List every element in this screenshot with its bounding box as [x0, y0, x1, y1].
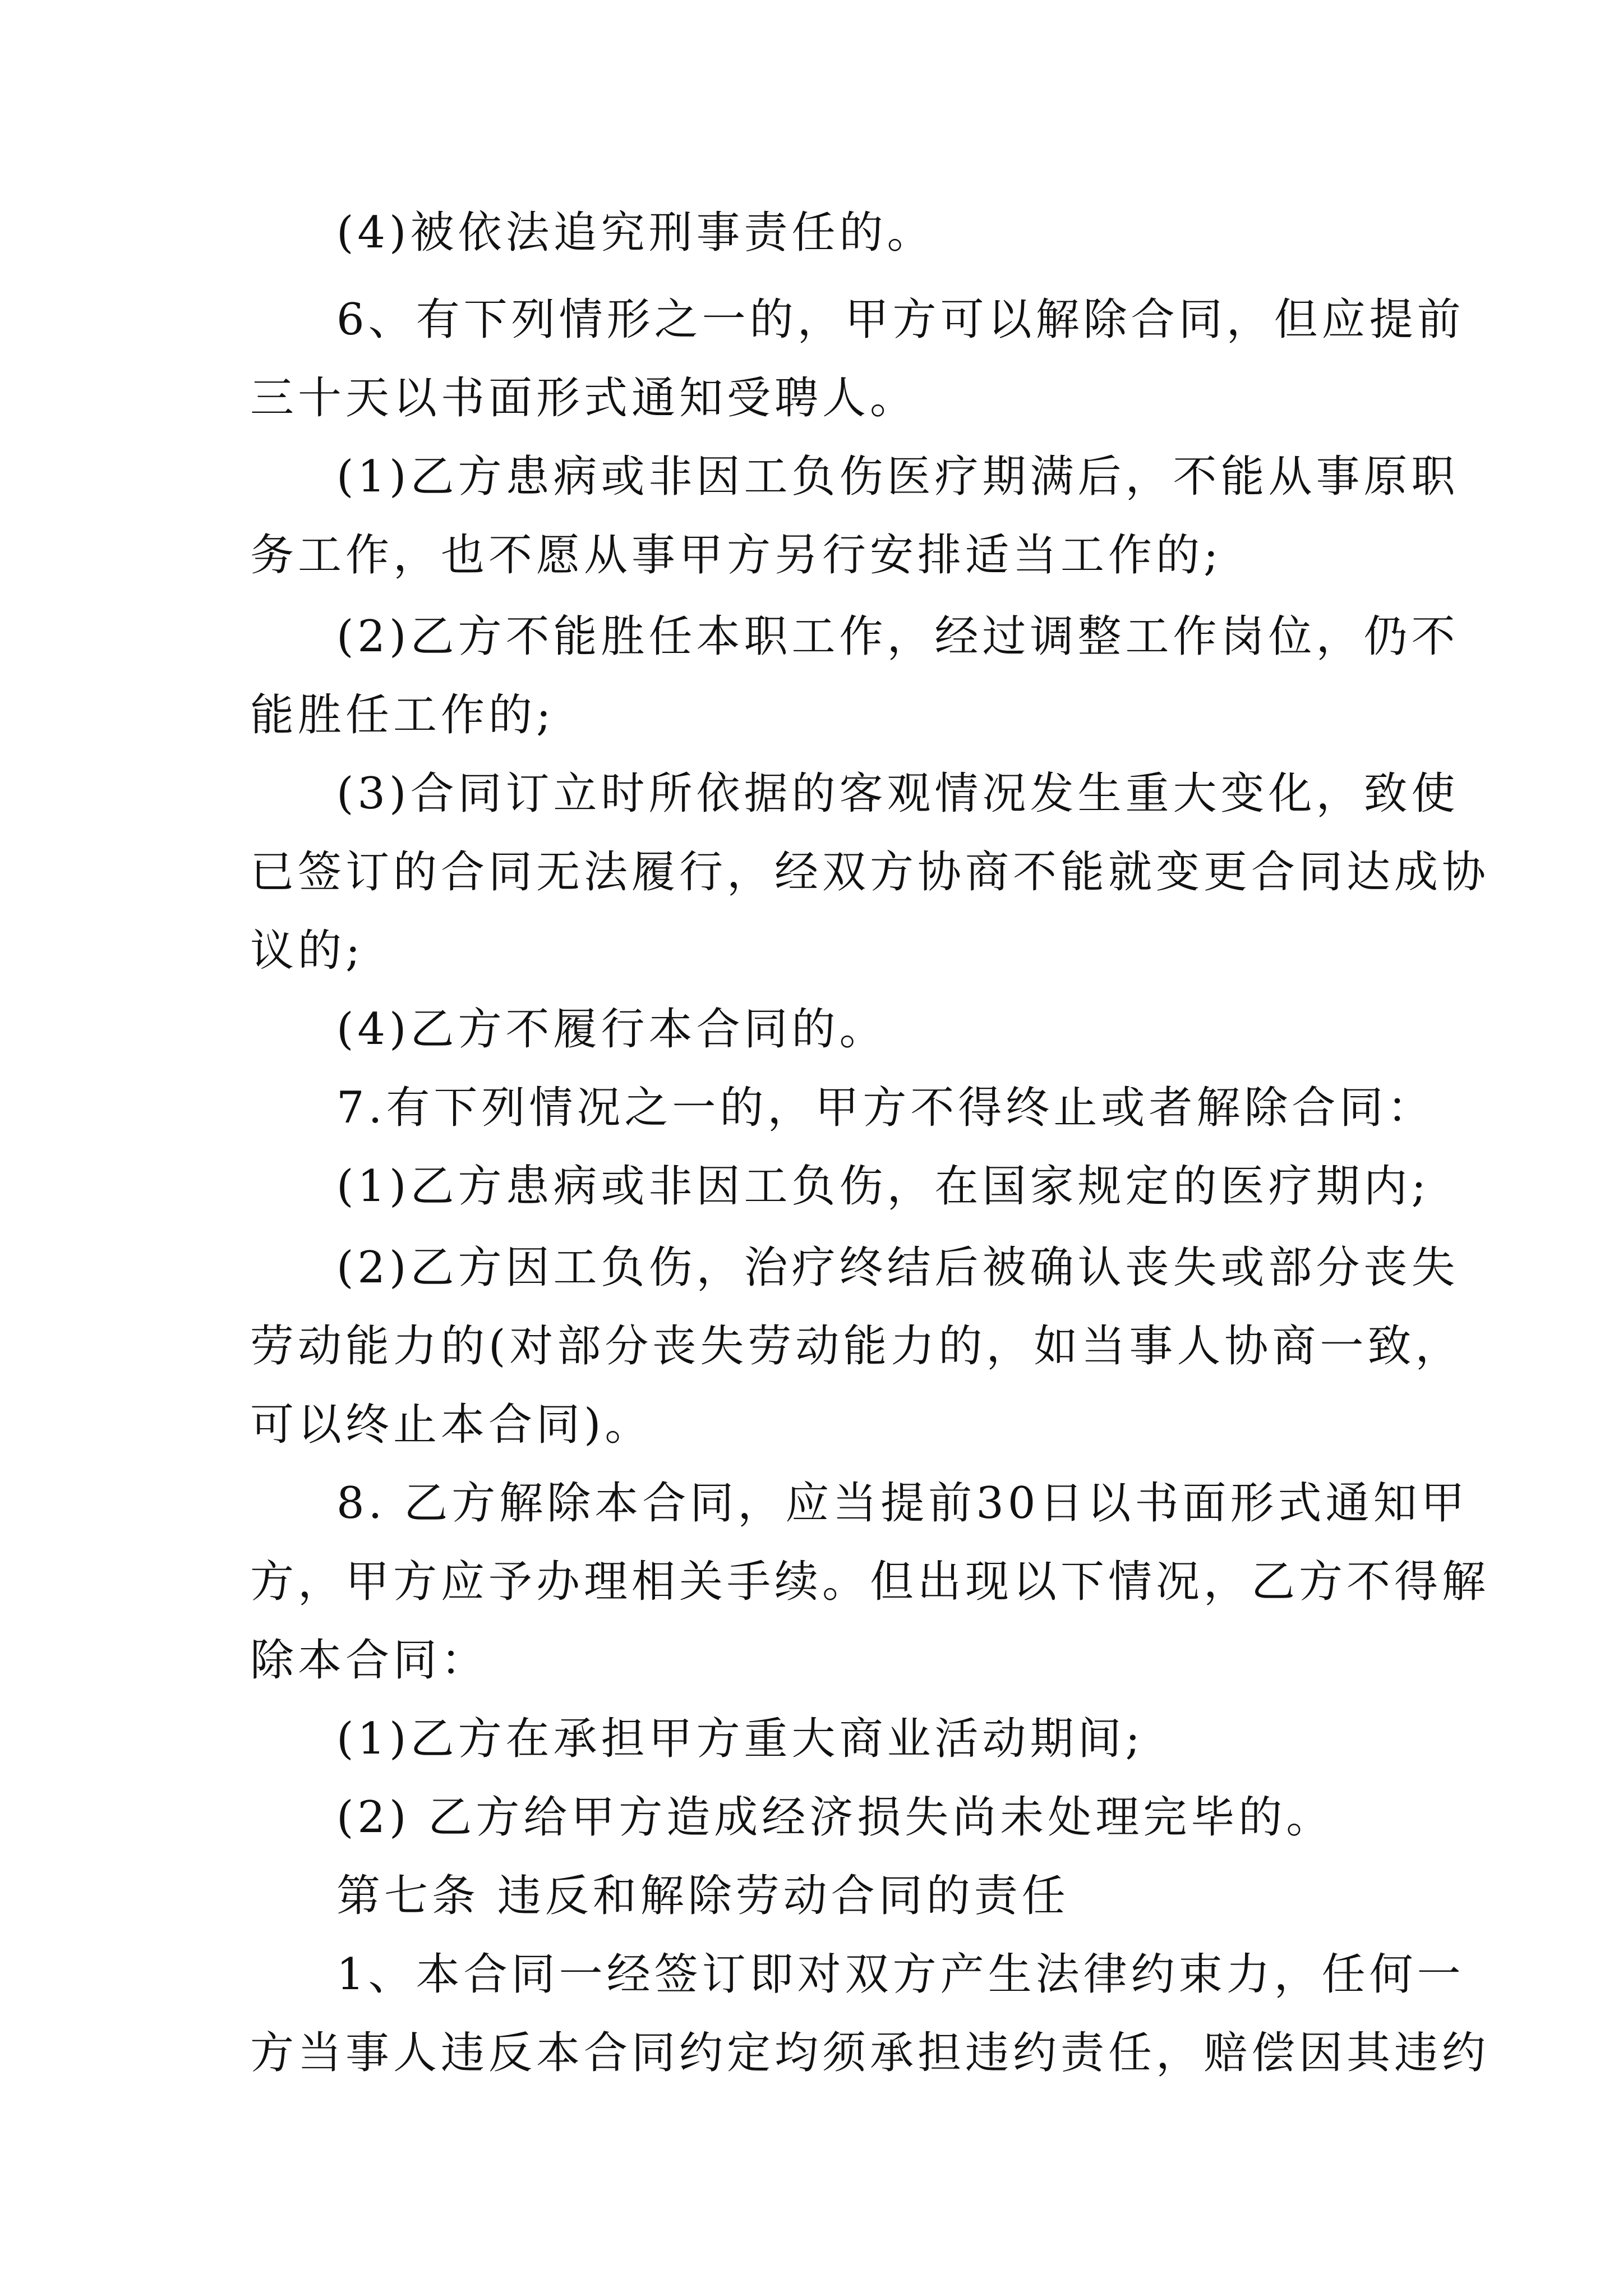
text-line: (3)合同订立时所依据的客观情况发生重大变化，致使	[336, 769, 1459, 819]
text-line: (4)乙方不履行本合同的。	[336, 1004, 887, 1055]
text-line: 能胜任工作的;	[250, 690, 555, 740]
text-line: (1)乙方患病或非因工负伤医疗期满后，不能从事原职	[336, 452, 1459, 502]
text-line: 可以终止本合同)。	[250, 1400, 653, 1450]
text-line: 8. 乙方解除本合同，应当提前30日以书面形式通知甲	[336, 1478, 1469, 1529]
text-line: (1)乙方患病或非因工负伤，在国家规定的医疗期内;	[336, 1161, 1430, 1212]
text-line: 1、本合同一经签订即对双方产生法律约束力，任何一	[336, 1949, 1465, 2000]
text-line: 劳动能力的(对部分丧失劳动能力的，如当事人协商一致，	[250, 1321, 1463, 1372]
text-line: 议的;	[250, 926, 365, 976]
text-line: 务工作，也不愿从事甲方另行安排适当工作的;	[250, 530, 1223, 581]
text-line: 7.有下列情况之一的，甲方不得终止或者解除合同：	[336, 1083, 1435, 1133]
text-line: 除本合同：	[250, 1635, 489, 1686]
text-line: (2)乙方因工负伤，治疗终结后被确认丧失或部分丧失	[336, 1243, 1459, 1293]
text-line: 6、有下列情形之一的，甲方可以解除合同，但应提前	[336, 295, 1465, 345]
text-line: 三十天以书面形式通知受聘人。	[250, 373, 918, 424]
text-line: 方，甲方应予办理相关手续。但出现以下情况，乙方不得解	[250, 1557, 1490, 1607]
text-line: 方当事人违反本合同约定均须承担违约责任，赔偿因其违约	[250, 2028, 1490, 2078]
text-line: 已签订的合同无法履行，经双方协商不能就变更合同达成协	[250, 847, 1490, 898]
section-heading: 第七条 违反和解除劳动合同的责任	[336, 1871, 1069, 1921]
text-line: (1)乙方在承担甲方重大商业活动期间;	[336, 1714, 1144, 1764]
text-line: (2)乙方不能胜任本职工作，经过调整工作岗位，仍不	[336, 611, 1459, 662]
text-line: (4)被依法追究刑事责任的。	[336, 208, 935, 258]
text-line: (2) 乙方给甲方造成经济损失尚未处理完毕的。	[336, 1792, 1334, 1843]
